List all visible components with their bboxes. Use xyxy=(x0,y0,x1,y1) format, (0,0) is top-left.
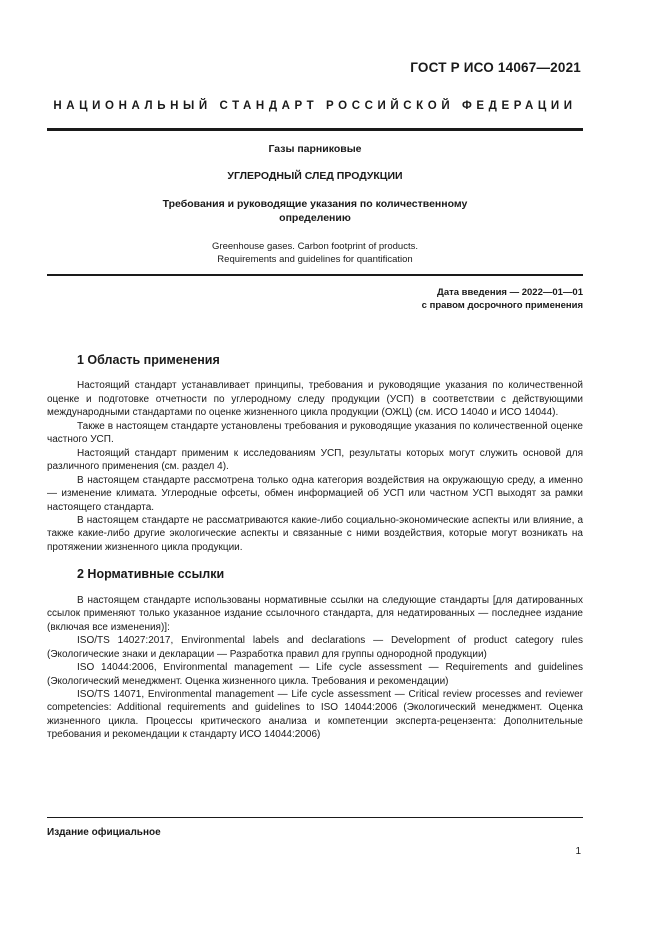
paragraph: Также в настоящем стандарте установлены требования и руководящие указания по количественной оценке частного УСП. xyxy=(47,420,583,446)
title-sub: Требования и руководящие указания по количественному определению xyxy=(162,198,468,224)
reference-item: ISO 14044:2006, Environmental management — Life cycle assessment — Requirements and guidelines (Экологический менеджмент. Оценка жизненного цикла. Требования и рекомендации) xyxy=(47,662,583,687)
paragraph: В настоящем стандарте использованы нормативные ссылки на следующие стандарты [для датированных ссылок применяют только указанное издание ссылочного стандарта, для недатированных — последнее издание (включая все изменения)]: xyxy=(47,594,583,633)
page-number: 1 xyxy=(575,846,581,857)
paragraph: В настоящем стандарте не рассматриваются какие-либо социально-экономические аспекты или влияние, а также какие-либо другие экологические аспекты и связанные с ними воздействия, которые могут возникать на протяжении жизненного цикла продукции. xyxy=(47,514,583,553)
title-divider xyxy=(47,274,583,276)
section-title: 2 Нормативные ссылки xyxy=(77,567,225,582)
title-english xyxy=(47,240,583,266)
early-application-note: с правом досрочного применения xyxy=(421,300,583,311)
document-body xyxy=(47,354,583,742)
footer-divider xyxy=(47,817,583,818)
paragraph: Настоящий стандарт применим к исследованиям УСП, результаты которых могут служить основой для различного применения (см. раздел 4). xyxy=(47,447,583,473)
title-main: УГЛЕРОДНЫЙ СЛЕД ПРОДУКЦИИ xyxy=(227,170,403,182)
paragraph: В настоящем стандарте рассмотрена только одна категория воздействия на окружающую среду, а именно — изменение климата. Углеродные офсеты, обмен информацией об УСП или частном УСП выходят за рамки настоящего стандарта. xyxy=(47,474,583,513)
title-english-line: Greenhouse gases. Carbon footprint of products. xyxy=(212,241,418,252)
national-standard-heading: НАЦИОНАЛЬНЫЙ СТАНДАРТ РОССИЙСКОЙ ФЕДЕРАЦИИ xyxy=(53,100,577,112)
header-divider xyxy=(47,128,583,131)
document-code: ГОСТ Р ИСО 14067—2021 xyxy=(410,60,581,75)
introduction-date-block xyxy=(422,286,583,312)
introduction-date: Дата введения — 2022—01—01 xyxy=(437,287,583,298)
section-normative-references xyxy=(47,568,583,741)
title-english-line: Requirements and guidelines for quantification xyxy=(217,254,413,265)
reference-item: ISO/TS 14071, Environmental management — Life cycle assessment — Critical review processes and reviewer competencies: Additional requirements and guidelines to ISO 14044:2006 (Экологический менеджмент. Оценка жизненного цикла. Процессы критического анализа и компетенции эксперта-рецензента: Дополнительные требования и рекомендации к стандарту ИСО 14044:2006) xyxy=(47,688,583,741)
title-block xyxy=(47,143,583,266)
paragraph: Настоящий стандарт устанавливает принципы, требования и руководящие указания по количественной оценке и подготовке отчетности по углеродному следу продукции (УСП) в соответствии с действующими международными стандартами по оценке жизненного цикла продукции (ОЖЦ) (см. ИСО 14040 и ИСО 14044). xyxy=(47,380,583,419)
section-scope xyxy=(47,354,583,554)
reference-item: ISO/TS 14027:2017, Environmental labels and declarations — Development of product category rules (Экологические знаки и декларации — Разработка правил для группы однородной продукции) xyxy=(47,635,583,660)
section-title: 1 Область применения xyxy=(77,353,220,367)
title-general: Газы парниковые xyxy=(268,143,362,155)
official-edition-label: Издание официальное xyxy=(47,827,161,838)
